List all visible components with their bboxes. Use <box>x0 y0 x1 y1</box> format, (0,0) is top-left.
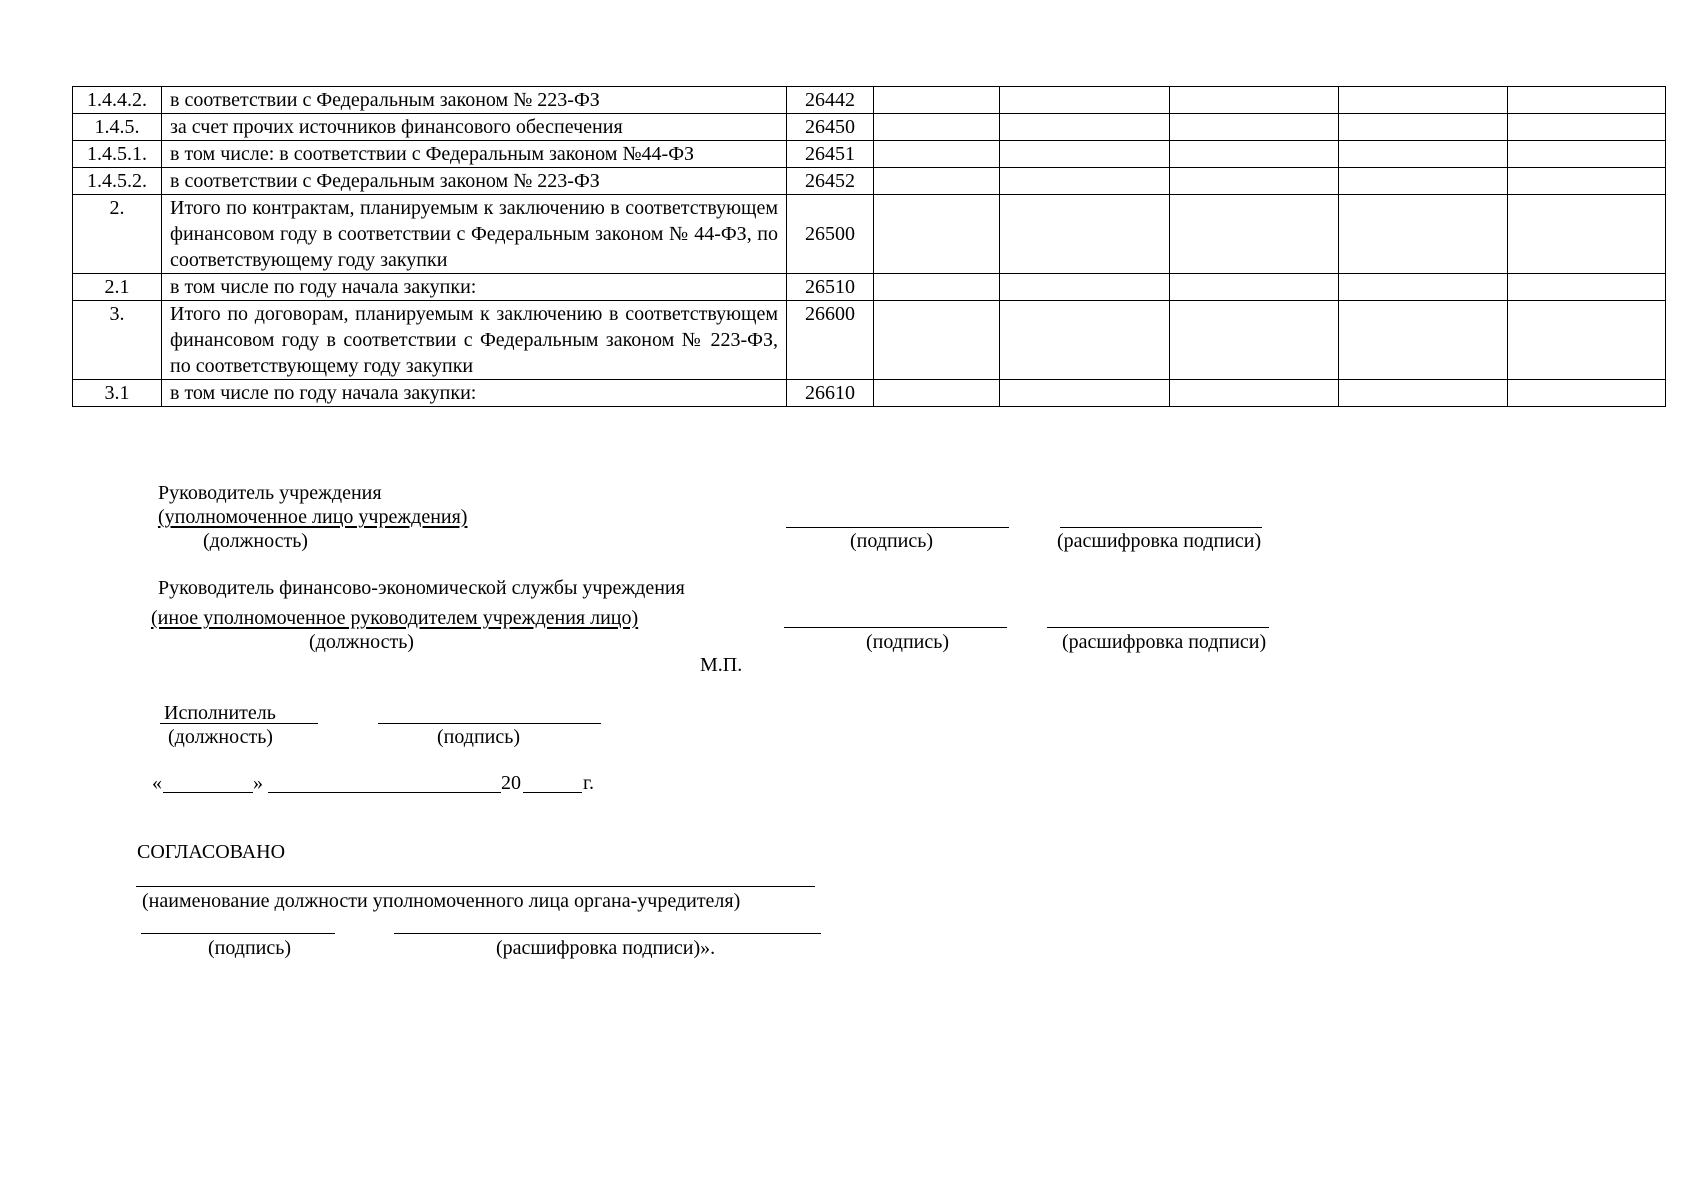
value-cell <box>1508 195 1666 274</box>
row-number: 2.1 <box>73 274 162 301</box>
head-signature-line <box>786 527 1009 528</box>
table-row <box>73 114 1666 141</box>
finance-signature-line <box>784 627 1007 628</box>
date-year-suffix: г. <box>583 772 594 794</box>
date-year-prefix: 20 <box>501 772 521 794</box>
row-description: в соответствии с Федеральным законом № 223-ФЗ <box>162 87 787 114</box>
table-row <box>73 87 1666 114</box>
head-signature-caption: (подпись) <box>850 530 934 552</box>
value-cell <box>1339 141 1508 168</box>
value-cell <box>1339 195 1508 274</box>
executor-title: Исполнитель <box>164 702 276 724</box>
value-cell <box>1170 301 1339 380</box>
value-cell <box>1170 168 1339 195</box>
row-number: 1.4.5.1. <box>73 141 162 168</box>
value-cell <box>1508 380 1666 407</box>
row-number: 3.1 <box>73 380 162 407</box>
value-cell <box>1000 168 1170 195</box>
table-row <box>73 380 1666 407</box>
head-position-caption: (должность) <box>203 530 308 552</box>
row-code: 26450 <box>787 114 874 141</box>
row-code: 26600 <box>787 301 874 380</box>
value-cell <box>1000 274 1170 301</box>
finance-decoding-caption: (расшифровка подписи) <box>1062 631 1267 653</box>
row-code: 26500 <box>787 195 874 274</box>
row-code: 26452 <box>787 168 874 195</box>
value-cell <box>1339 380 1508 407</box>
row-number: 2. <box>73 195 162 274</box>
stamp-mark: М.П. <box>700 654 743 676</box>
row-description: в том числе по году начала закупки: <box>162 380 787 407</box>
table-row <box>73 168 1666 195</box>
head-title: Руководитель учреждения <box>158 482 382 504</box>
value-cell <box>1000 114 1170 141</box>
head-decoding-caption: (расшифровка подписи) <box>1057 530 1262 552</box>
procurement-table <box>72 86 1666 407</box>
value-cell <box>1000 87 1170 114</box>
value-cell <box>1508 274 1666 301</box>
value-cell <box>1170 141 1339 168</box>
value-cell <box>1339 168 1508 195</box>
row-number: 1.4.5.2. <box>73 168 162 195</box>
finance-decoding-line <box>1047 627 1269 628</box>
value-cell <box>1508 168 1666 195</box>
finance-subtitle: (иное уполномоченное руководителем учреждения лицо) <box>151 607 639 629</box>
executor-signature-caption: (подпись) <box>437 726 521 748</box>
finance-title: Руководитель финансово-экономической службы учреждения <box>158 577 685 599</box>
table-row <box>73 274 1666 301</box>
table-row <box>73 141 1666 168</box>
value-cell <box>874 87 1000 114</box>
executor-position-caption: (должность) <box>168 726 273 748</box>
value-cell <box>1000 380 1170 407</box>
head-decoding-line <box>1060 527 1262 528</box>
value-cell <box>874 114 1000 141</box>
row-code: 26442 <box>787 87 874 114</box>
value-cell <box>1508 141 1666 168</box>
value-cell <box>1508 114 1666 141</box>
value-cell <box>874 168 1000 195</box>
row-description: за счет прочих источников финансового обеспечения <box>162 114 787 141</box>
date-day-line <box>163 792 253 793</box>
approval-position-caption: (наименование должности уполномоченного лица органа-учредителя) <box>142 890 741 912</box>
row-number: 1.4.4.2. <box>73 87 162 114</box>
value-cell <box>1508 87 1666 114</box>
date-year-line <box>523 792 582 793</box>
value-cell <box>1339 87 1508 114</box>
value-cell <box>1170 87 1339 114</box>
value-cell <box>874 380 1000 407</box>
table-row <box>73 195 1666 274</box>
value-cell <box>874 141 1000 168</box>
row-description: в том числе по году начала закупки: <box>162 274 787 301</box>
value-cell <box>874 274 1000 301</box>
approval-signature-caption: (подпись) <box>208 937 292 959</box>
value-cell <box>1000 141 1170 168</box>
approval-title: СОГЛАСОВАНО <box>137 841 286 863</box>
row-number: 1.4.5. <box>73 114 162 141</box>
finance-signature-caption: (подпись) <box>866 631 950 653</box>
row-description: Итого по договорам, планируемым к заключению в соответствующем финансовом году в соответствии с Федеральным законом № 223-ФЗ, по соответствующему году закупки <box>162 301 787 380</box>
value-cell <box>1000 195 1170 274</box>
value-cell <box>1508 301 1666 380</box>
row-description: Итого по контрактам, планируемым к заключению в соответствующем финансовом году в соответствии с Федеральным законом № 44-ФЗ, по соответствующему году закупки <box>162 195 787 274</box>
row-code: 26610 <box>787 380 874 407</box>
head-subtitle: (уполномоченное лицо учреждения) <box>158 506 468 528</box>
row-code: 26451 <box>787 141 874 168</box>
value-cell <box>1339 114 1508 141</box>
date-close-quote: » <box>253 772 263 794</box>
approval-signature-line <box>141 933 335 934</box>
value-cell <box>1339 274 1508 301</box>
value-cell <box>1170 114 1339 141</box>
value-cell <box>874 301 1000 380</box>
value-cell <box>1000 301 1170 380</box>
approval-position-line <box>136 886 815 887</box>
executor-signature-line <box>378 723 601 724</box>
value-cell <box>1170 274 1339 301</box>
date-open-quote: « <box>152 772 162 794</box>
value-cell <box>1170 380 1339 407</box>
value-cell <box>1170 195 1339 274</box>
value-cell <box>1339 301 1508 380</box>
row-code: 26510 <box>787 274 874 301</box>
finance-position-caption: (должность) <box>309 631 414 653</box>
date-month-line <box>268 792 501 793</box>
row-description: в соответствии с Федеральным законом № 223-ФЗ <box>162 168 787 195</box>
approval-decoding-caption: (расшифровка подписи)». <box>496 937 716 959</box>
table-row <box>73 301 1666 380</box>
value-cell <box>874 195 1000 274</box>
approval-decoding-line <box>394 933 821 934</box>
procurement-table-body <box>73 87 1666 407</box>
row-description: в том числе: в соответствии с Федеральным законом №44-ФЗ <box>162 141 787 168</box>
executor-position-line <box>160 723 318 724</box>
row-number: 3. <box>73 301 162 380</box>
